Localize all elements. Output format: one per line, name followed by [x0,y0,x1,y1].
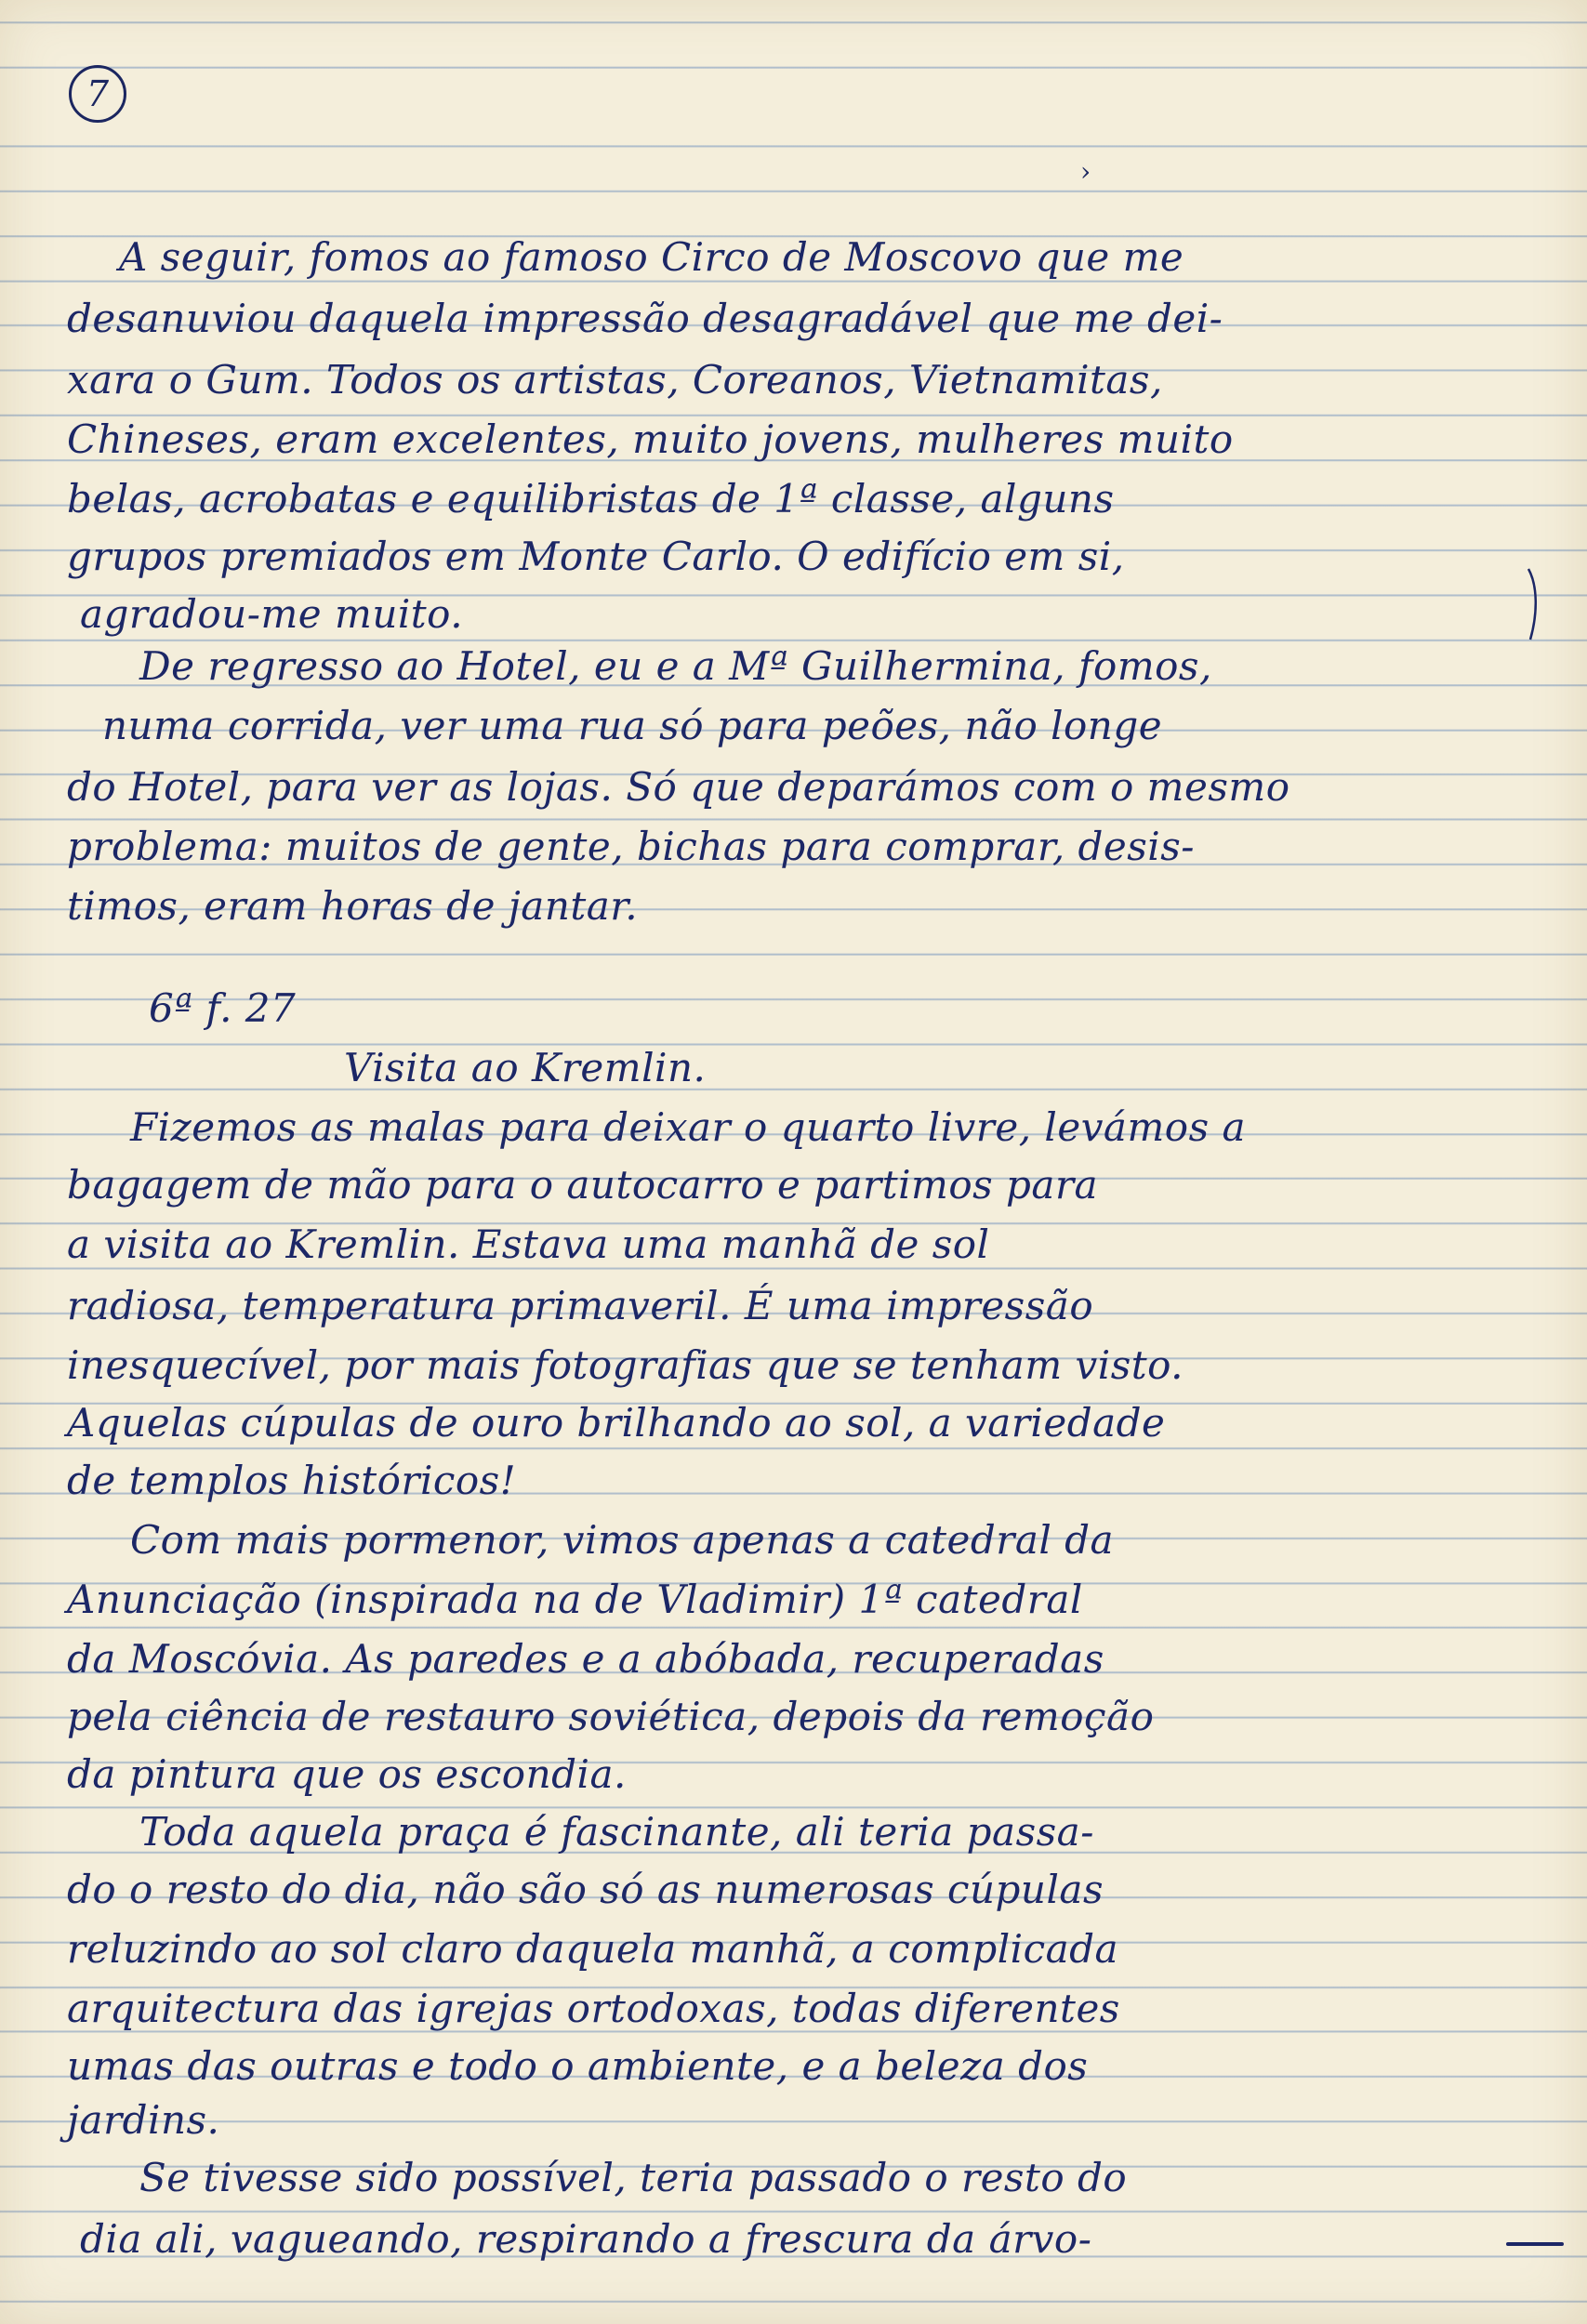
margin-bracket-mark [1525,567,1543,641]
text-line: timos, eram horas de jantar. [67,883,639,929]
text-line: jardins. [67,2097,220,2143]
text-line: Toda aquela praça é fascinante, ali teria passa- [139,1809,1094,1855]
text-line: reluzindo ao sol claro daquela manhã, a complicada [67,1926,1119,1972]
date-heading: 6ª f. 27 [149,985,297,1031]
text-line: Anunciação (inspirada na de Vladimir) 1ª catedral [67,1577,1083,1622]
text-line: dia ali, vagueando, respirando a frescura da árvo- [80,2216,1092,2262]
text-line: a visita ao Kremlin. Estava uma manhã de sol [67,1221,990,1267]
text-line: inesquecível, por mais fotografias que se tenham visto. [67,1342,1184,1388]
text-line: bagagem de mão para o autocarro e partimos para [67,1162,1099,1208]
text-line: da Moscóvia. As paredes e a abóbada, recuperadas [67,1636,1104,1682]
text-line: pela ciência de restauro soviética, depois da remoção [67,1694,1155,1739]
text-line: numa corrida, ver uma rua só para peões, não longe [102,703,1163,748]
text-line: do o resto do dia, não são só as numerosas cúpulas [67,1867,1104,1912]
text-line: desanuviou daquela impressão desagradável que me dei- [67,296,1223,341]
text-line: A seguir, fomos ao famoso Circo de Moscovo que me [119,234,1184,280]
text-line: do Hotel, para ver as lojas. Só que deparámos com o mesmo [67,764,1290,810]
text-line: Com mais pormenor, vimos apenas a catedral da [130,1517,1115,1563]
text-line: de templos históricos! [67,1458,517,1503]
text-line: grupos premiados em Monte Carlo. O edifício em si, [67,534,1125,579]
text-line: Aquelas cúpulas de ouro brilhando ao sol, a variedade [67,1400,1166,1446]
text-line: problema: muitos de gente, bichas para comprar, desis- [67,824,1195,869]
text-line: xara o Gum. Todos os artistas, Coreanos, Vietnamitas, [67,357,1163,403]
text-line: radiosa, temperatura primaveril. É uma impressão [67,1283,1094,1328]
text-line: Chineses, eram excelentes, muito jovens, mulheres muito [67,416,1234,462]
text-line: umas das outras e todo o ambiente, e a beleza dos [67,2043,1089,2089]
text-line: agradou-me muito. [80,591,464,637]
text-line: Se tivesse sido possível, teria passado o resto do [139,2155,1128,2200]
pen-mark: › [1080,156,1091,187]
text-line: arquitectura das igrejas ortodoxas, todas diferentes [67,1986,1120,2031]
page-number: 7 [69,65,126,123]
text-line: De regresso ao Hotel, eu e a Mª Guilhermina, fomos, [139,643,1212,689]
text-line: da pintura que os escondia. [67,1751,627,1797]
text-line: belas, acrobatas e equilibristas de 1ª classe, alguns [67,476,1115,522]
end-dash-mark [1506,2242,1564,2246]
text-line: Fizemos as malas para deixar o quarto livre, levámos a [130,1104,1247,1150]
section-heading: Visita ao Kremlin. [344,1045,707,1090]
